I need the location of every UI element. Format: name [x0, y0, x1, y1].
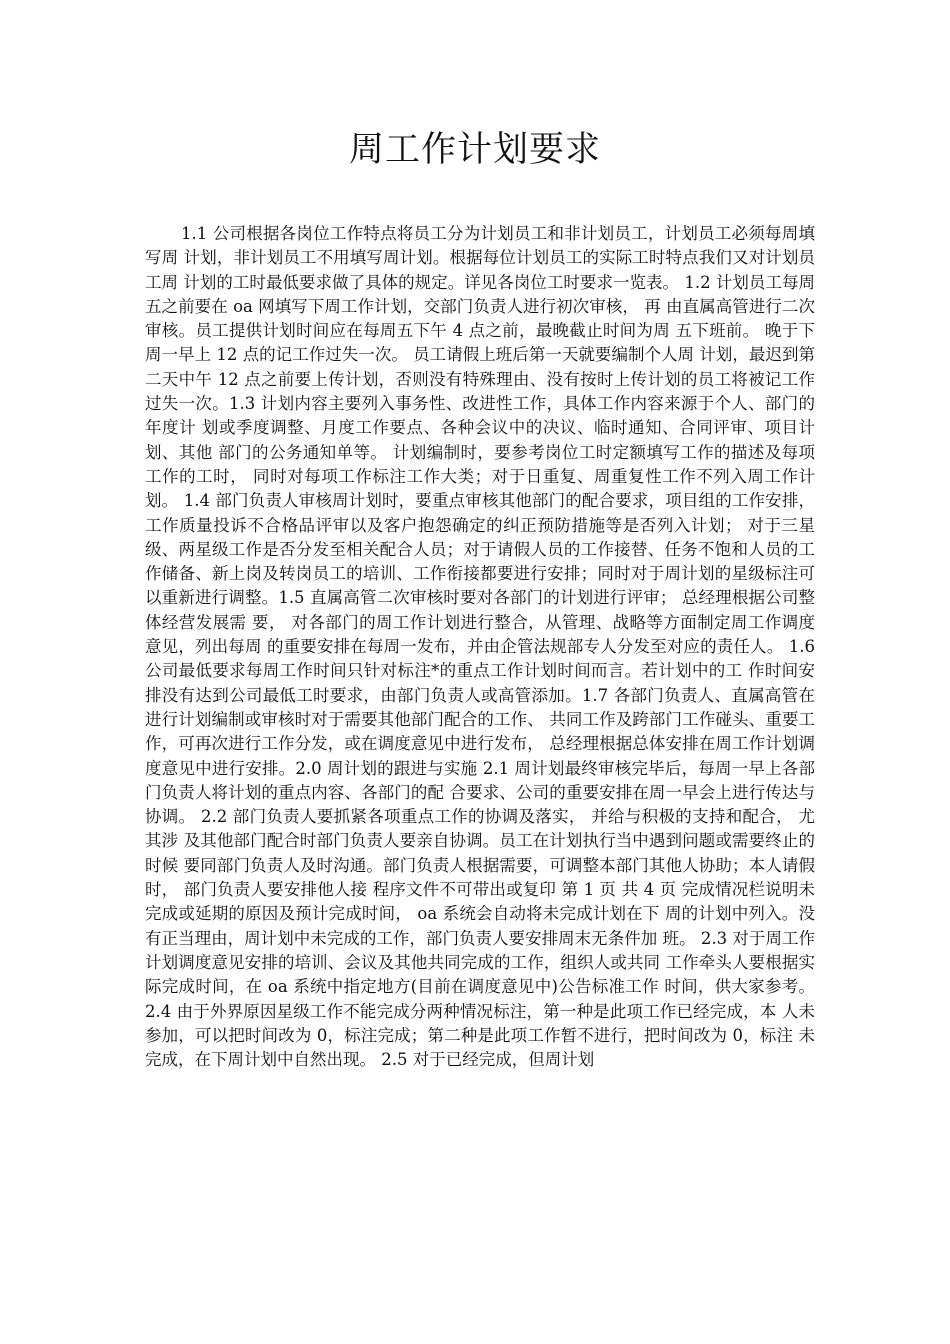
document-title: 周工作计划要求: [348, 130, 601, 170]
document-body: 1.1 公司根据各岗位工作特点将员工分为计划员工和非计划员工，计划员工必须每周填写周 计划，非计划员工不用填写周计划。根据每位计划员工的实际工时特点我们又对计划员工周 计划的工时最低要求做了具体的规定。详见各岗位工时要求一览表。 1.2 计划员工每周五之前要在 oa 网填写下周工作计划，交部门负责人进行初次审核， 再 由直属高管进行二次审核。员工提供计划时间应在每周五下午 4 点之前，最晚截止时间为周 五下班前。 晚于下周一早上 12 点的记工作过失一次。 员工请假上班后第一天就要编制个人周 计划，最迟到第二天中午 12 点之前要上传计划，否则没有特殊理由、没有按时上传计划的员工将被记工作过失一次。1.3 计划内容主要列入事务性、改进性工作，具体工作内容来源于个人、部门的年度计 划或季度调整、月度工作要点、各种会议中的决议、临时通知、合同评审、项目计划、其他 部门的公务通知单等。 计划编制时，要参考岗位工时定额填写工作的描述及每项工作的工时， 同时对每项工作标注工作大类；对于日重复、周重复性工作不列入周工作计划。 1.4 部门负责人审核周计划时，要重点审核其他部门的配合要求，项目组的工作安排， 工作质量投诉不合格品评审以及客户抱怨确定的纠正预防措施等是否列入计划； 对于三星 级、两星级工作是否分发至相关配合人员；对于请假人员的工作接替、任务不饱和人员的工 作储备、新上岗及转岗员工的培训、工作衔接都要进行安排；同时对于周计划的星级标注可 以重新进行调整。1.5 直属高管二次审核时要对各部门的计划进行评审； 总经理根据公司整体经营发展需 要， 对各部门的周工作计划进行整合，从管理、战略等方面制定周工作调度意见，列出每周 的重要安排在每周一发布，并由企管法规部专人分发至对应的责任人。 1.6 公司最低要求每周工作时间只针对标注*的重点工作计划时间而言。若计划中的工 作时间安排没有达到公司最低工时要求，由部门负责人或高管添加。1.7 各部门负责人、直属高管在进行计划编制或审核时对于需要其他部门配合的工作、 共同工作及跨部门工作碰头、重要工作，可再次进行工作分发，或在调度意见中进行发布， 总经理根据总体安排在周工作计划调度意见中进行安排。2.0 周计划的跟进与实施 2.1 周计划最终审核完毕后，每周一早上各部门负责人将计划的重点内容、各部门的配 合要求、公司的重要安排在周一早会上进行传达与协调。 2.2 部门负责人要抓紧各项重点工作的协调及落实， 并给与积极的支持和配合， 尤其涉 及其他部门配合时部门负责人要亲自协调。员工在计划执行当中遇到问题或需要终止的时候 要同部门负责人及时沟通。部门负责人根据需要，可调整本部门其他人协助；本人请假时， 部门负责人要安排他人接 程序文件不可带出或复印 第 1 页 共 4 页 完成情况栏说明未完成或延期的原因及预计完成时间， oa 系统会自动将未完成计划在下 周的计划中列入。没有正当理由，周计划中未完成的工作，部门负责人要安排周末无条件加 班。 2.3 对于周工作计划调度意见安排的培训、会议及其他共同完成的工作，组织人或共同 工作牵头人要根据实际完成时间，在 oa 系统中指定地方(目前在调度意见中)公告标准工作 时间，供大家参考。2.4 由于外界原因星级工作不能完成分两种情况标注，第一种是此项工作已经完成，本 人未参加，可以把时间改为 0，标注完成；第二种是此项工作暂不进行，把时间改为 0，标注 未完成，在下周计划中自然出现。 2.5 对于已经完成，但周计划: [145, 224, 815, 1070]
